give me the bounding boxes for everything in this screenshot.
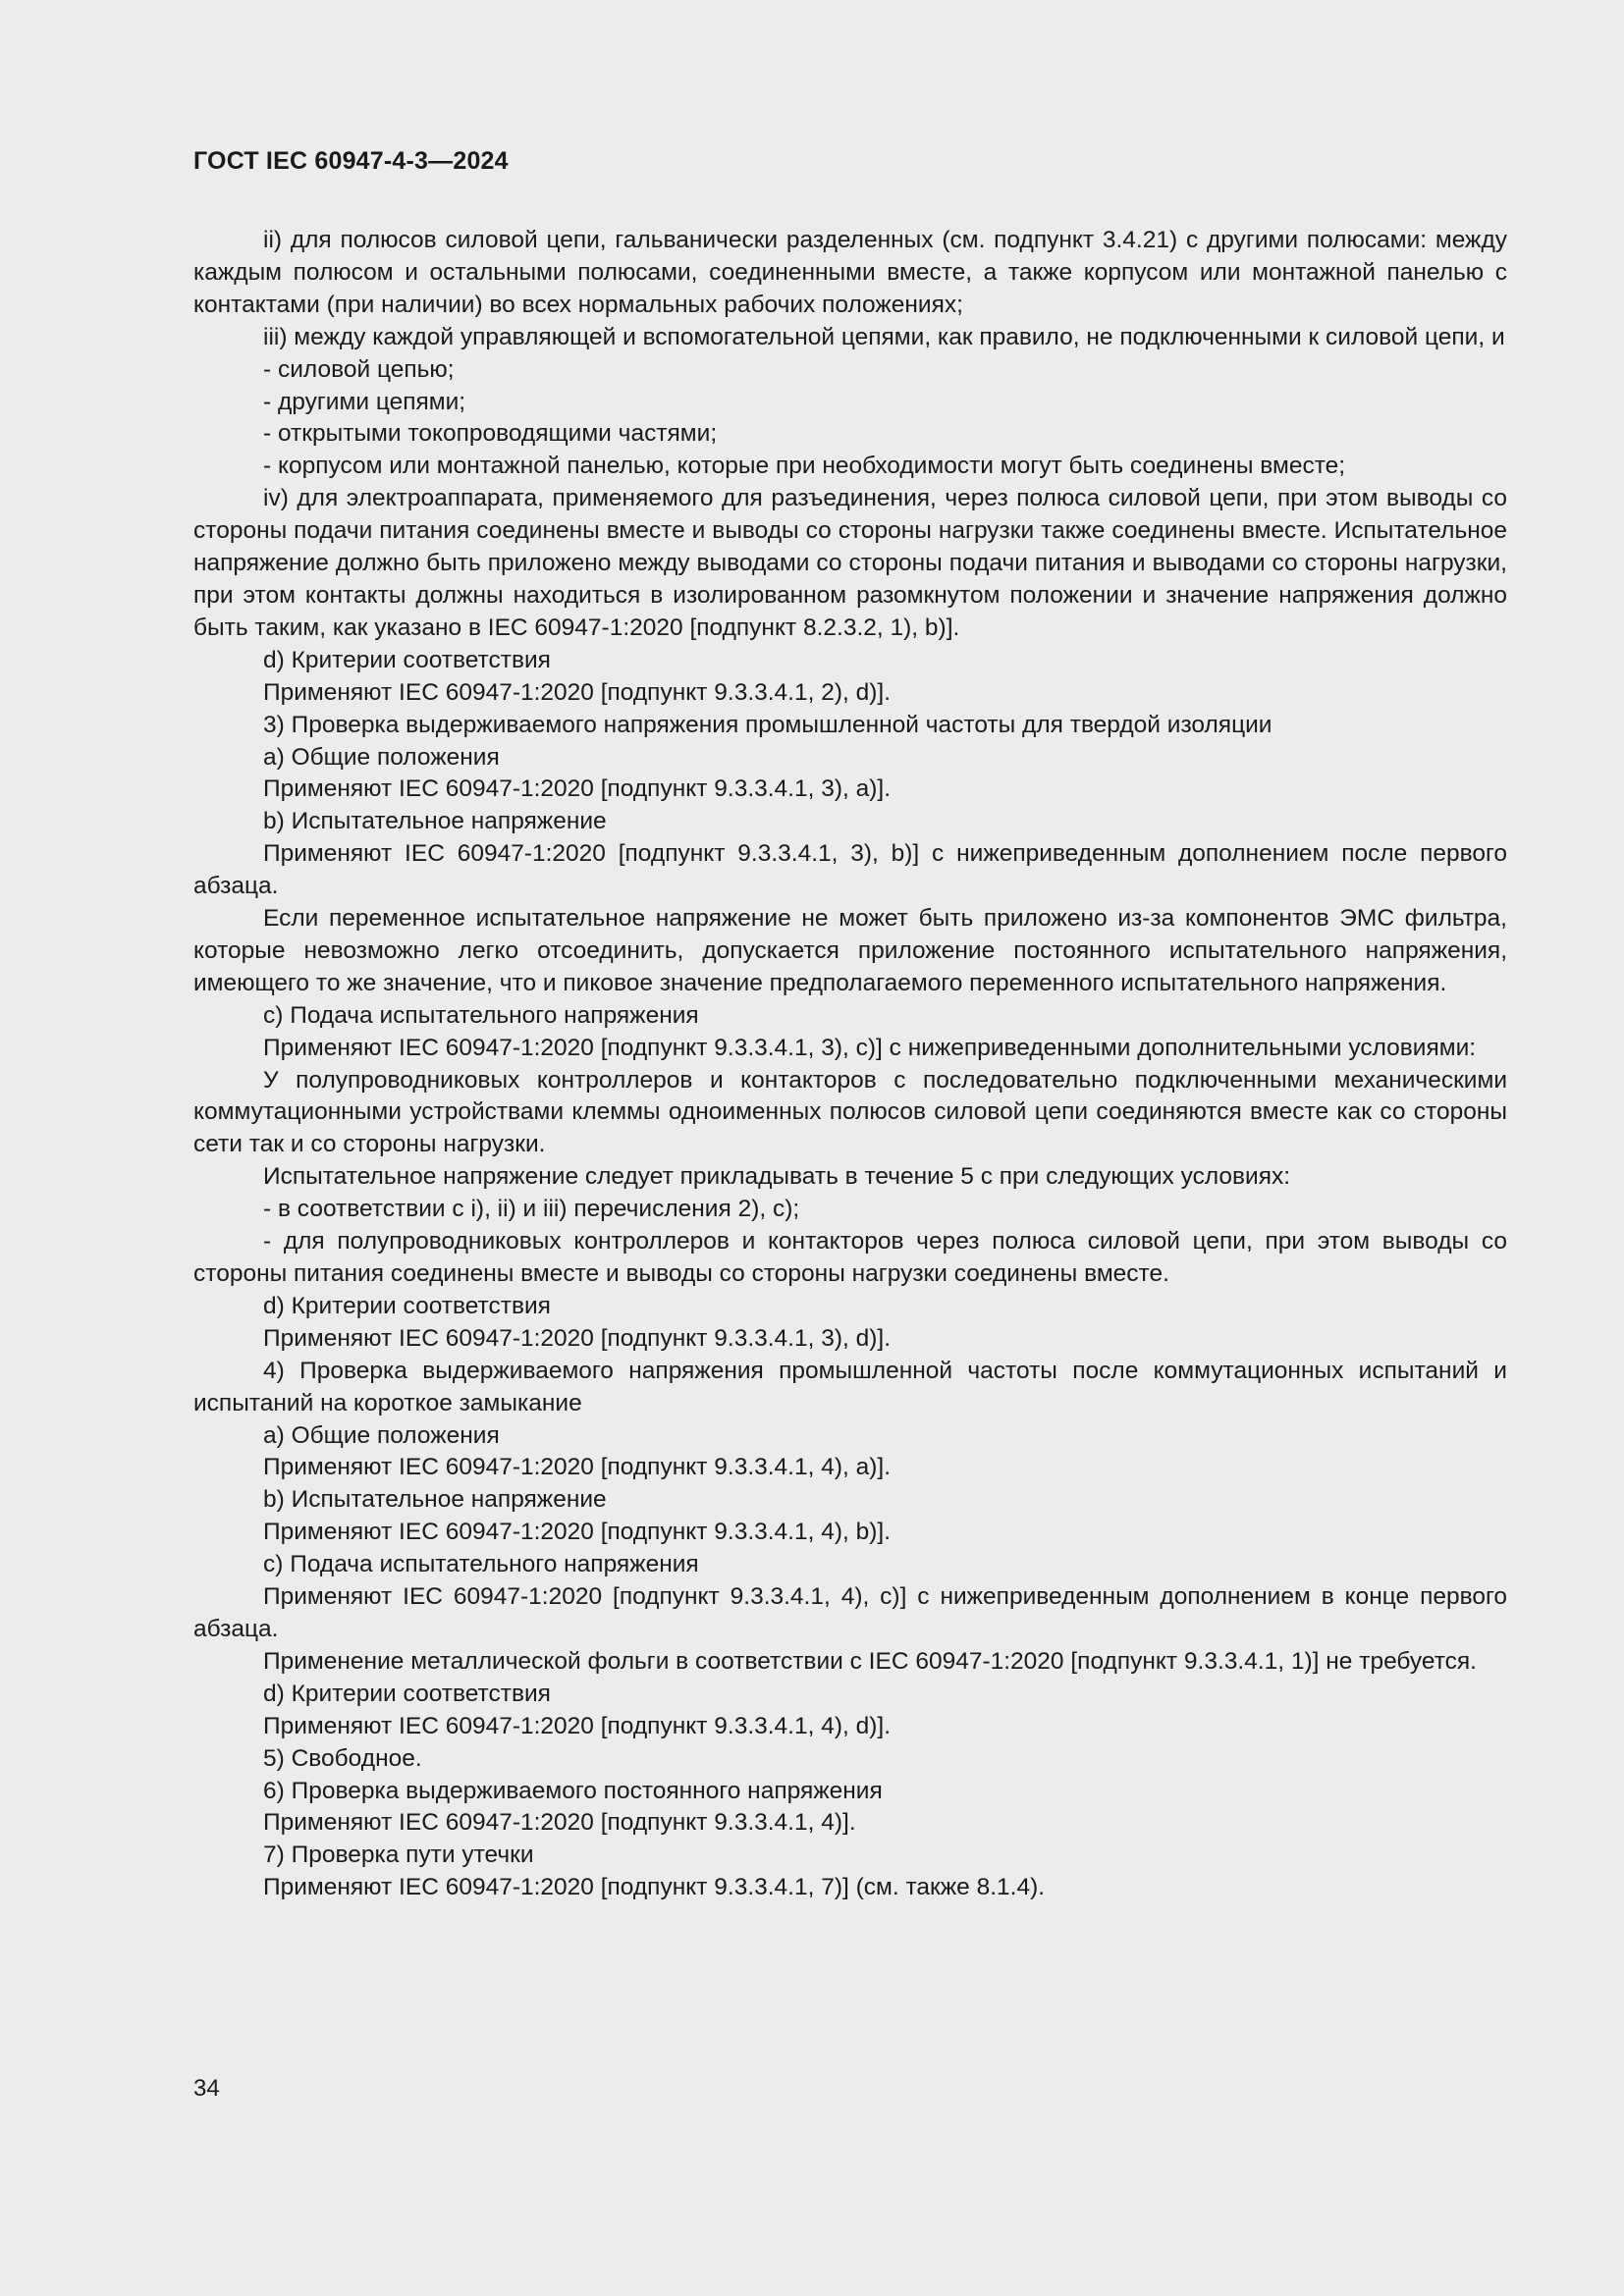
list-item: - силовой цепью; — [263, 355, 455, 383]
paragraph: Применяют IEC 60947-1:2020 [подпункт 9.3.3.4.1, 4)]. — [263, 1809, 856, 1837]
subheading: a) Общие положения — [263, 1421, 500, 1449]
paragraph: Применяют IEC 60947-1:2020 [подпункт 9.3.3.4.1, 2), d)]. — [263, 678, 892, 706]
document-body — [193, 225, 1507, 1904]
page-number: 34 — [193, 2075, 220, 2102]
paragraph: Применяют IEC 60947-1:2020 [подпункт 9.3.3.4.1, 4), b)]. — [263, 1519, 892, 1546]
subheading: 7) Проверка пути утечки — [263, 1842, 534, 1869]
paragraph: Применяют IEC 60947-1:2020 [подпункт 9.3.3.4.1, 3), d)]. — [263, 1324, 892, 1352]
paragraph: Применение металлической фольги в соответствии с IEC 60947-1:2020 [подпункт 9.3.3.4.1, 1)] не требуется. — [263, 1647, 1477, 1675]
paragraph: Применяют IEC 60947-1:2020 [подпункт 9.3.3.4.1, 4), d)]. — [263, 1712, 892, 1739]
paragraph: ii) для полюсов силовой цепи, гальванически разделенных (см. подпункт 3.4.21) с другими полюсами: между каждым полюсом и остальными полюсами, соединенными вместе, а также корпусом или монтажной панелью с контактами (при наличии) во всех нормальных рабочих положениях; — [193, 227, 1507, 318]
paragraph: Применяют IEC 60947-1:2020 [подпункт 9.3.3.4.1, 4), a)]. — [263, 1454, 892, 1481]
subheading: b) Испытательное напряжение — [263, 808, 607, 835]
subheading: 4) Проверка выдерживаемого напряжения промышленной частоты после коммутационных испытаний и испытаний на короткое замыкание — [193, 1357, 1507, 1416]
list-item: - корпусом или монтажной панелью, которые при необходимости могут быть соединены вместе; — [263, 453, 1346, 480]
paragraph: Применяют IEC 60947-1:2020 [подпункт 9.3.3.4.1, 3), b)] с нижеприведенным дополнением после первого абзаца. — [193, 840, 1507, 900]
paragraph: Применяют IEC 60947-1:2020 [подпункт 9.3.3.4.1, 3), a)]. — [263, 775, 892, 803]
subheading: b) Испытательное напряжение — [263, 1486, 607, 1514]
paragraph: У полупроводниковых контроллеров и контакторов с последовательно подключенными механическими коммутационными устройствами клеммы одноименных полюсов силовой цепи соединяются вместе как со стороны сети так и со стороны нагрузки. — [193, 1066, 1507, 1158]
list-item: - в соответствии с i), ii) и iii) перечисления 2), c); — [263, 1196, 800, 1223]
paragraph: Испытательное напряжение следует прикладывать в течение 5 с при следующих условиях: — [263, 1163, 1291, 1191]
subheading: 3) Проверка выдерживаемого напряжения промышленной частоты для твердой изоляции — [263, 711, 1272, 738]
subheading: c) Подача испытательного напряжения — [263, 1551, 699, 1578]
paragraph: Применяют IEC 60947-1:2020 [подпункт 9.3.3.4.1, 3), c)] с нижеприведенными дополнительными условиями: — [263, 1034, 1477, 1061]
document-header-title: ГОСТ IEC 60947-4-3—2024 — [193, 147, 509, 175]
list-item: - другими цепями; — [263, 388, 466, 415]
paragraph: Применяют IEC 60947-1:2020 [подпункт 9.3.3.4.1, 4), c)] с нижеприведенным дополнением в конце первого абзаца. — [193, 1583, 1507, 1642]
list-item: - для полупроводниковых контроллеров и контакторов через полюса силовой цепи, при этом выводы со стороны питания соединены вместе и выводы со стороны нагрузки соединены вместе. — [193, 1228, 1507, 1287]
subheading: d) Критерии соответствия — [263, 646, 551, 673]
subheading: 6) Проверка выдерживаемого постоянного напряжения — [263, 1777, 883, 1804]
subheading: a) Общие положения — [263, 743, 500, 771]
subheading: d) Критерии соответствия — [263, 1292, 551, 1319]
paragraph: iv) для электроаппарата, применяемого для разъединения, через полюса силовой цепи, при этом выводы со стороны подачи питания соединены вместе и выводы со стороны нагрузки также соединены вместе. Испытательное напряжение должно быть приложено между выводами со стороны подачи питания и выводами со стороны нагрузки, при этом контакты должны находиться в изолированном разомкнутом положении и значение напряжения должно быть таким, как указано в IEC 60947-1:2020 [подпункт 8.2.3.2, 1), b)]. — [193, 485, 1507, 641]
paragraph: Применяют IEC 60947-1:2020 [подпункт 9.3.3.4.1, 7)] (см. также 8.1.4). — [263, 1874, 1046, 1901]
subheading: d) Критерии соответствия — [263, 1680, 551, 1707]
subheading: c) Подача испытательного напряжения — [263, 1001, 699, 1029]
paragraph: Если переменное испытательное напряжение не может быть приложено из-за компонентов ЭМС фильтра, которые невозможно легко отсоединить, допускается приложение постоянного испытательного напряжения, имеющего то же значение, что и пиковое значение предполагаемого переменного испытательного напряжения. — [193, 905, 1507, 996]
subheading: 5) Свободное. — [263, 1744, 422, 1772]
paragraph: iii) между каждой управляющей и вспомогательной цепями, как правило, не подключенными к силовой цепи, и — [263, 323, 1505, 350]
list-item: - открытыми токопроводящими частями; — [263, 420, 718, 448]
